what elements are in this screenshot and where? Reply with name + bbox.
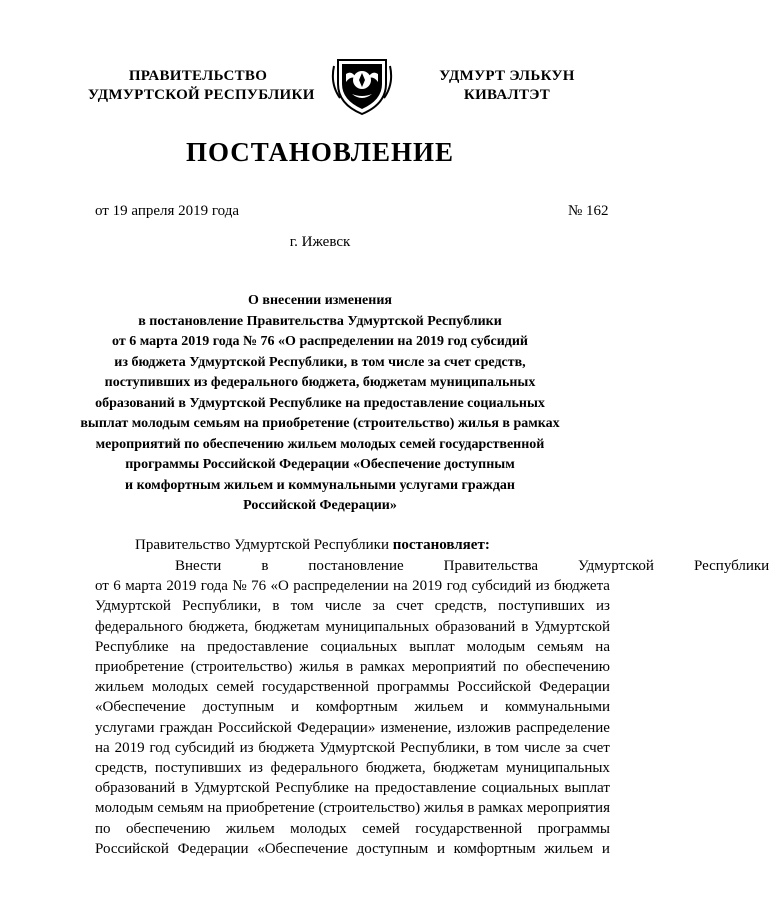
body-word: молодых xyxy=(290,820,347,837)
body-word: государственной xyxy=(261,679,369,696)
subject-line: программы Российской Федерации «Обеспечение доступным xyxy=(125,457,515,472)
body-word: (строительство) xyxy=(318,800,421,817)
body-word: счет xyxy=(582,739,610,756)
body-word: предоставление xyxy=(374,780,477,797)
body-line xyxy=(95,697,610,717)
body-word: средств, xyxy=(434,598,487,615)
issuer-line-1: ПРАВИТЕЛЬСТВО xyxy=(128,68,268,84)
body-word: и xyxy=(436,840,445,857)
body-word: из xyxy=(595,598,610,615)
emblem-graphic xyxy=(328,54,396,116)
body-word: бюджетам xyxy=(433,760,499,777)
body-word: бюджета xyxy=(554,578,610,595)
body-word: «О xyxy=(270,578,289,595)
body-word: Федерации xyxy=(177,840,249,857)
body-word: жилья xyxy=(299,659,339,676)
body-word: и xyxy=(601,840,610,857)
body-word: и xyxy=(290,699,299,716)
document-number: № 162 xyxy=(568,203,609,219)
body-line xyxy=(95,556,769,576)
body-word: жилья xyxy=(423,800,464,817)
body-word: муниципальных xyxy=(325,618,430,635)
body-word: постановление xyxy=(308,558,404,574)
body-word: Удмуртской xyxy=(319,739,396,756)
body-word: из xyxy=(239,739,254,756)
body-word: изложив xyxy=(456,719,511,736)
body-word: жильем xyxy=(544,840,594,857)
body-word: граждан xyxy=(159,719,213,736)
body-word: семей xyxy=(216,679,255,696)
body-word: Удмуртской xyxy=(95,598,171,615)
issuer-udmurt-line-2: КИВАЛТЭТ xyxy=(463,87,551,103)
body-line xyxy=(95,677,610,697)
body-word: Республике xyxy=(275,780,349,797)
body-word: образований xyxy=(435,618,516,635)
body-word: года xyxy=(200,578,228,595)
body-word: бюджета, xyxy=(188,618,249,635)
body-word: доступным xyxy=(356,840,429,857)
body-word: программы xyxy=(376,679,450,696)
body-word: на xyxy=(207,800,223,817)
body-word: молодых xyxy=(151,679,209,696)
body-word: в xyxy=(261,558,269,574)
body-word: мероприятия xyxy=(526,800,610,817)
body-word: распределение xyxy=(515,719,610,736)
body-word: марта xyxy=(125,578,162,595)
body-word: в xyxy=(180,780,189,797)
body-word: субсидий xyxy=(174,739,235,756)
body-word: на xyxy=(354,780,370,797)
body-word: Внести xyxy=(175,558,222,574)
body-word: молодым xyxy=(95,800,154,817)
body-word: распределении xyxy=(293,578,389,595)
body-word: из xyxy=(249,760,263,777)
body-word: бюджетам xyxy=(254,618,320,635)
body-word: доступным xyxy=(202,699,275,716)
body-line xyxy=(95,798,610,818)
body-word: Республики xyxy=(693,558,769,574)
body-word: поступивших xyxy=(154,760,242,777)
body-word: Правительства xyxy=(443,558,539,574)
resolution-body xyxy=(95,556,769,859)
body-word: Удмуртской xyxy=(534,618,610,635)
body-word: комфортным xyxy=(453,840,536,857)
body-word: (строительство) xyxy=(190,659,293,676)
body-word: Российской xyxy=(95,840,169,857)
body-word: том xyxy=(290,598,314,615)
body-line xyxy=(95,778,610,798)
issuer-line-2: УДМУРТСКОЙ РЕСПУБЛИКИ xyxy=(88,87,315,103)
body-word: на xyxy=(595,638,610,655)
body-word: выплат xyxy=(409,638,455,655)
body-word: бюджета xyxy=(258,739,315,756)
document-title: ПОСТАНОВЛЕНИЕ xyxy=(185,137,455,167)
subject-line: мероприятий по обеспечению жильем молодых семей государственной xyxy=(95,436,545,452)
body-word: Республике xyxy=(95,638,169,655)
body-word: том xyxy=(495,739,520,756)
body-word: за xyxy=(372,598,386,615)
body-word: 6 xyxy=(113,578,121,595)
body-word: в xyxy=(521,618,529,635)
body-word: предоставление xyxy=(207,638,309,655)
body-word: Российской xyxy=(217,719,292,736)
body-word: на xyxy=(95,739,110,756)
body-line xyxy=(95,576,610,596)
body-line xyxy=(95,738,610,758)
body-word: жильем xyxy=(414,699,464,716)
body-word: жильем xyxy=(95,679,144,696)
body-word: Республики, xyxy=(182,598,262,615)
body-word: от xyxy=(95,578,109,595)
body-word: Федерации xyxy=(539,679,610,696)
body-word: социальных xyxy=(481,780,559,797)
issuer-udmurt-line-1: УДМУРТ ЭЛЬКУН xyxy=(439,68,575,84)
body-word: изменение, xyxy=(380,719,452,736)
resolution-lead xyxy=(135,537,490,554)
body-word: год xyxy=(149,739,170,756)
body-word: 2019 xyxy=(412,578,443,595)
body-word: поступивших xyxy=(498,598,585,615)
body-line xyxy=(95,718,610,738)
body-line xyxy=(95,617,610,637)
subject-line: образований в Удмуртской Республике на предоставление социальных xyxy=(95,395,545,411)
body-word: Удмуртской xyxy=(578,558,654,574)
body-word: из xyxy=(535,578,550,595)
body-word: коммунальными xyxy=(504,699,610,716)
body-word: приобретение xyxy=(95,659,184,676)
body-word: услугами xyxy=(95,719,155,736)
body-word: федерального xyxy=(270,760,359,777)
body-word: семьям xyxy=(537,638,584,655)
body-word: семьям xyxy=(157,800,204,817)
body-word: счет xyxy=(396,598,424,615)
body-line xyxy=(95,657,610,677)
body-word: и xyxy=(480,699,489,716)
body-word: 76 xyxy=(251,578,267,595)
body-word: «Обеспечение xyxy=(257,840,348,857)
body-word: «Обеспечение xyxy=(95,699,186,716)
body-word: в xyxy=(345,659,354,676)
body-word: в xyxy=(272,598,280,615)
subject-line: О внесении изменения xyxy=(248,293,392,308)
body-word: Удмуртской xyxy=(193,780,270,797)
body-word: Федерации» xyxy=(296,719,376,736)
body-line xyxy=(95,819,610,839)
body-word: числе xyxy=(324,598,362,615)
subject-line: из бюджета Удмуртской Республики, в том числе за счет средств, xyxy=(114,354,526,370)
body-word: за xyxy=(565,739,578,756)
body-word: выплат xyxy=(564,780,610,797)
body-word: обеспечению xyxy=(525,659,610,676)
subject-line: Российской Федерации» xyxy=(243,498,397,513)
subject-line: поступивших из федерального бюджета, бюджетам муниципальных xyxy=(104,375,536,390)
subject-line: выплат молодым семьям на приобретение (строительство) жилья в рамках xyxy=(80,416,560,431)
body-word: государственной xyxy=(415,820,523,837)
body-word: семей xyxy=(362,820,400,837)
document-city: г. Ижевск xyxy=(289,234,351,250)
document-subject xyxy=(80,291,560,517)
subject-line: в постановление Правительства Удмуртской Республики xyxy=(138,313,502,329)
body-word: обеспечению xyxy=(125,820,211,837)
lead-bold-verb: постановляет: xyxy=(392,537,490,553)
body-word: мероприятий xyxy=(411,659,497,676)
body-word: на xyxy=(393,578,408,595)
lead-text: Правительство Удмуртской Республики xyxy=(135,537,389,553)
issuer-name-udmurt xyxy=(432,67,582,105)
body-word: по xyxy=(95,820,111,837)
body-line xyxy=(95,758,610,778)
body-word: Российской xyxy=(457,679,532,696)
body-word: образований xyxy=(95,780,176,797)
body-word: по xyxy=(503,659,519,676)
body-word: в xyxy=(467,800,475,817)
body-word: год xyxy=(446,578,468,595)
issuer-name-russian xyxy=(88,67,315,105)
body-word: социальных xyxy=(320,638,398,655)
subject-line: и комфортным жильем и коммунальными услугами граждан xyxy=(125,477,515,493)
body-word: рамках xyxy=(478,800,524,817)
body-word: муниципальных xyxy=(506,760,610,777)
body-word: на xyxy=(180,638,196,655)
body-word: в xyxy=(483,739,492,756)
body-word: субсидий xyxy=(471,578,532,595)
subject-line: от 6 марта 2019 года № 76 «О распределении на 2019 год субсидий xyxy=(112,334,528,349)
document-date: от 19 апреля 2019 года xyxy=(95,203,240,219)
body-word: № xyxy=(232,578,247,595)
body-word: рамках xyxy=(360,659,405,676)
body-word: жильем xyxy=(225,820,275,837)
body-word: числе xyxy=(523,739,561,756)
body-word: федерального xyxy=(95,618,183,635)
body-word: 2019 xyxy=(166,578,197,595)
body-word: программы xyxy=(537,820,610,837)
body-line xyxy=(95,596,610,616)
body-word: 2019 xyxy=(114,739,145,756)
body-word: молодым xyxy=(466,638,526,655)
body-line xyxy=(95,637,610,657)
coat-of-arms-icon xyxy=(328,54,396,116)
body-word: комфортным xyxy=(315,699,398,716)
body-word: средств, xyxy=(95,760,148,777)
body-word: бюджета, xyxy=(365,760,426,777)
body-word: Республики, xyxy=(400,739,480,756)
body-line xyxy=(95,839,610,859)
body-word: приобретение xyxy=(225,800,315,817)
